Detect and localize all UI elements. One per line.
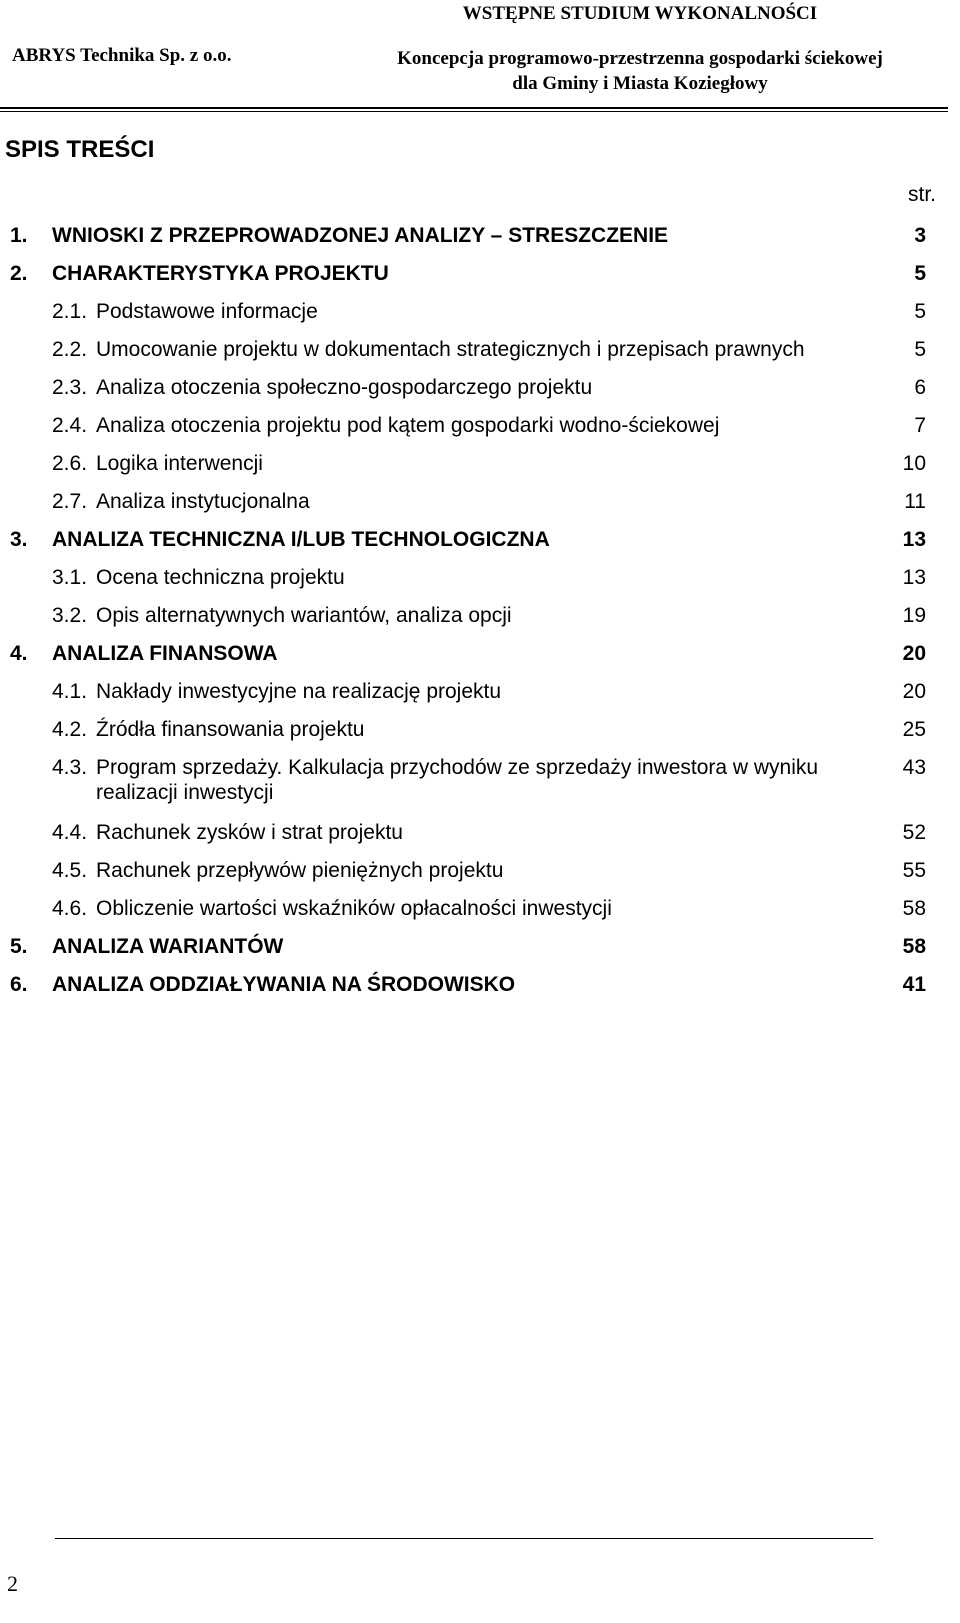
toc-entry-title: Podstawowe informacje <box>96 300 318 323</box>
toc-entry <box>10 489 930 527</box>
toc-entry-page: 43 <box>902 756 926 779</box>
toc-entry-page: 19 <box>902 604 926 627</box>
toc-entry <box>10 565 930 603</box>
footer-divider <box>55 1538 873 1539</box>
toc-entry-page: 25 <box>902 718 926 741</box>
toc-entry-page: 7 <box>914 414 926 437</box>
toc-entry-title: ANALIZA FINANSOWA <box>52 642 278 665</box>
toc-entry <box>10 934 930 972</box>
page-number: 2 <box>7 1571 18 1596</box>
toc-entry-number: 4.3. <box>52 756 88 779</box>
toc-entry-number: 2.2. <box>52 338 88 361</box>
toc-entry-page: 10 <box>902 452 926 475</box>
toc-entry-title: WNIOSKI Z PRZEPROWADZONEJ ANALIZY – STRESZCZENIE <box>52 224 669 247</box>
toc-entry-number: 1. <box>10 224 28 247</box>
toc-entry-page: 13 <box>902 566 926 589</box>
toc-entry <box>10 223 930 261</box>
header-divider <box>0 107 948 109</box>
toc-entry-number: 4.6. <box>52 897 88 920</box>
toc-entry <box>10 755 930 820</box>
toc-entry <box>10 820 930 858</box>
page-column-label: str. <box>907 183 936 206</box>
toc-entry-number: 3.2. <box>52 604 88 627</box>
toc-entry-title: Analiza otoczenia projektu pod kątem gospodarki wodno-ściekowej <box>96 414 720 437</box>
toc-entry-page: 5 <box>914 338 926 361</box>
table-of-contents <box>10 223 930 1010</box>
document-subtitle: Koncepcja programowo-przestrzenna gospodarki ściekowej <box>397 48 883 69</box>
toc-entry-title: Ocena techniczna projektu <box>96 566 345 589</box>
toc-entry <box>10 972 930 1010</box>
toc-entry-number: 4.2. <box>52 718 88 741</box>
toc-entry <box>10 527 930 565</box>
toc-entry-number: 4. <box>10 642 28 665</box>
toc-entry-number: 2.6. <box>52 452 88 475</box>
toc-entry-title: Analiza otoczenia społeczno-gospodarczego projektu <box>96 376 593 399</box>
toc-entry-title: Analiza instytucjonalna <box>96 490 310 513</box>
toc-entry <box>10 299 930 337</box>
toc-entry-title: Umocowanie projektu w dokumentach strategicznych i przepisach prawnych <box>96 338 805 361</box>
toc-entry-title: Obliczenie wartości wskaźników opłacalności inwestycji <box>96 897 612 920</box>
toc-entry <box>10 679 930 717</box>
toc-entry-number: 3. <box>10 528 28 551</box>
toc-entry-page: 11 <box>904 490 926 513</box>
toc-entry <box>10 261 930 299</box>
toc-entry-page: 6 <box>914 376 926 399</box>
toc-entry <box>10 641 930 679</box>
toc-entry <box>10 603 930 641</box>
toc-entry <box>10 375 930 413</box>
toc-entry <box>10 858 930 896</box>
toc-entry-page: 3 <box>914 224 926 247</box>
toc-entry-title: ANALIZA TECHNICZNA I/LUB TECHNOLOGICZNA <box>52 528 550 551</box>
toc-entry-number: 4.1. <box>52 680 88 703</box>
toc-entry-title: Opis alternatywnych wariantów, analiza opcji <box>96 604 512 627</box>
toc-entry-title: Logika interwencji <box>96 452 263 475</box>
toc-entry-page: 20 <box>902 680 926 703</box>
toc-entry-number: 6. <box>10 973 28 996</box>
toc-entry <box>10 451 930 489</box>
toc-entry-number: 2.1. <box>52 300 88 323</box>
toc-entry-page: 5 <box>914 262 926 285</box>
toc-entry-number: 2.7. <box>52 490 88 513</box>
toc-entry-page: 5 <box>914 300 926 323</box>
document-title: WSTĘPNE STUDIUM WYKONALNOŚCI <box>462 3 818 24</box>
toc-entry-page: 41 <box>902 973 926 996</box>
toc-entry-number: 4.4. <box>52 821 88 844</box>
toc-entry-title: Źródła finansowania projektu <box>96 718 365 741</box>
toc-entry-title: ANALIZA WARIANTÓW <box>52 935 284 958</box>
toc-entry <box>10 413 930 451</box>
toc-entry-page: 52 <box>902 821 926 844</box>
toc-entry-number: 2.3. <box>52 376 88 399</box>
header-divider-thin <box>0 111 948 112</box>
toc-entry-number: 5. <box>10 935 28 958</box>
toc-title: SPIS TREŚCI <box>5 136 155 163</box>
toc-entry-page: 20 <box>902 642 926 665</box>
toc-entry-number: 3.1. <box>52 566 88 589</box>
toc-entry <box>10 337 930 375</box>
company-name: ABRYS Technika Sp. z o.o. <box>12 45 232 66</box>
toc-entry-title: Rachunek zysków i strat projektu <box>96 821 403 844</box>
toc-entry-title: Nakłady inwestycyjne na realizację projektu <box>96 680 502 703</box>
toc-entry <box>10 717 930 755</box>
toc-entry-page: 58 <box>902 935 926 958</box>
toc-entry-number: 4.5. <box>52 859 88 882</box>
toc-entry-page: 58 <box>902 897 926 920</box>
toc-entry-title: ANALIZA ODDZIAŁYWANIA NA ŚRODOWISKO <box>52 973 516 996</box>
document-subtitle-location: dla Gminy i Miasta Koziegłowy <box>512 73 768 94</box>
toc-entry-number: 2.4. <box>52 414 88 437</box>
toc-entry <box>10 896 930 934</box>
toc-entry-title: Rachunek przepływów pieniężnych projektu <box>96 859 504 882</box>
toc-entry-page: 13 <box>902 528 926 551</box>
toc-entry-number: 2. <box>10 262 28 285</box>
toc-entry-page: 55 <box>902 859 926 882</box>
document-title-block <box>360 2 920 96</box>
toc-entry-title: CHARAKTERYSTYKA PROJEKTU <box>52 262 389 285</box>
toc-entry-title: Program sprzedaży. Kalkulacja przychodów ze sprzedaży inwestora w wyniku realizacji inwestycji <box>96 756 819 804</box>
